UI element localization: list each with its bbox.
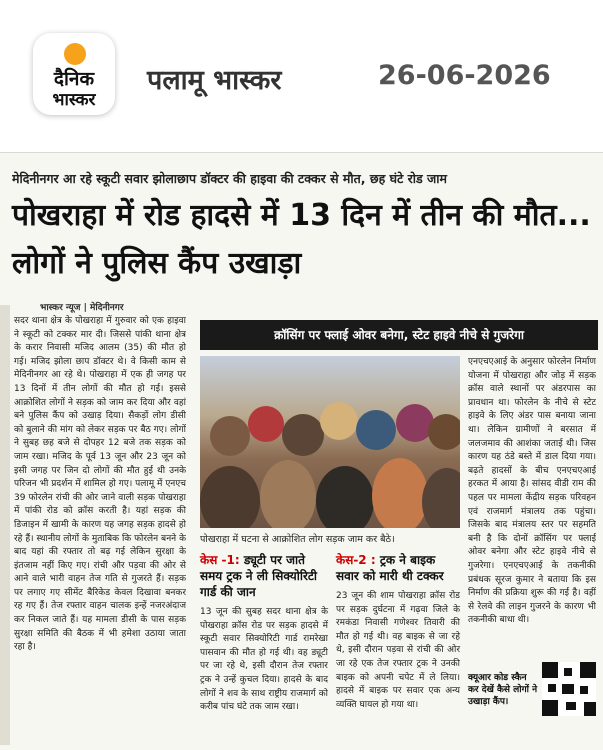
logo-text-line2: भास्कर — [52, 90, 96, 110]
logo-text-line1: दैनिक — [53, 68, 95, 90]
sub-banner: क्रॉसिंग पर फ्लाई ओवर बनेगा, स्टेट हाइवे नीचे से गुजरेगा — [200, 320, 598, 350]
article-headline: पोखराहा में रोड हादसे में 13 दिन में तीन की मौत... लोगों ने पुलिस कैंप उखाड़ा — [12, 198, 591, 281]
app-header — [0, 0, 603, 153]
edition-date: 26-06-2026 — [378, 60, 551, 91]
article-kicker: मेदिनीनगर आ रहे स्कूटी सवार झोलाछाप डॉक्टर की हाइवा की टक्कर से मौत, छह घंटे रोड जाम — [12, 171, 448, 186]
case-2-box — [336, 552, 460, 712]
article-body-left: सदर थाना क्षेत्र के पोखराहा में गुरुवार को एक हाइवा ने स्कूटी को टक्कर मार दी। जिससे पांकी थाना क्षेत्र के करार निवासी मजिद आलम (35) की मौत हो गई। मजिद झोला छाप डॉक्टर थे। वे किसी काम से मेदिनीनगर आ रहे थे। पोखराहा में एक ही जगह पर 13 दिनों में तीन लोगों की मौत हो गई। इससे आक्रोशित लोगों ने सड़क को जाम कर दिया और वहां बने पुलिस कैंप को उखाड़ दिया। सैकड़ों लोग डीसी को बुलाने की मांग को लेकर सड़क पर बैठ गए। लोगों ने सुबह छह बजे से दोपहर 12 बजे तक सड़क को जाम रखा। मजिद के पूर्व 13 जून और 23 जून को इसी जगह पर जिन दो लोगों की मौत हुई थी उनके परिजन भी प्रदर्शन में शामिल हो गए। पलामू में एनएच 39 फोरलेन रांची की ओर जाने वाली सड़क पोखराहा में पांकी रोड को क्रॉस करती है। यहां सड़क की डिजाइन में खामी के कारण यह जगह सड़क हादसे हो रहे हैं। स्थानीय लोगों के मुताबिक कि फोरलेन बनने के बाद यहां की रफ्तार तो बढ़ गई लेकिन सुरक्षा के इंतजाम नहीं किए गए। रांची और पड़वा की ओर से आने वाले भारी वाहन तेज गति से गुजरते हैं। सड़क पर लगाए गए सीमेंट बैरिकेड केवल दिखावा बनकर रह गए हैं। तेज रफ्तार वाहन चालक इन्हें नजरअंदाज कर निकल जाते हैं। यह मामला डीसी के पास सड़क सुरक्षा समिति की बैठक में भी हमेशा उठाया जाता रहा है। — [14, 316, 186, 653]
case-1-title: ड्यूटी पर जाते समय ट्रक ने ली सिक्योरिटी गार्ड की जान — [200, 553, 318, 599]
case-2-tag: केस-2 : — [336, 553, 376, 567]
case-1-box — [200, 552, 328, 715]
article-body-right: एनएचएआई के अनुसार फोरलेन निर्माण योजना में पोखराहा और जोड़ में सड़क क्रॉस वाले स्थानों पर अंडरपास का प्रावधान था। फोरलेन के नीचे से स्टेट हाइवे के लिए अंडर पास बनाया जाना था। लेकिन ग्रामीणों ने बरसात में जलजमाव की आशंका जताई थी। जिस कारण यह ठंडे बस्ते में डाल दिया गया। बढ़ते हादसों के बीच एनएचएआई हरकत में आया है। सांसद वीडी राम की पहल पर मामला केंद्रीय सड़क परिवहन एवं राजमार्ग मंत्रालय तक पहुंचा। जिसके बाद मंत्रालय स्तर पर सहमति बनी है कि दोनों क्रॉसिंग पर फ्लाई ओवर बनेगा और स्टेट हाइवे नीचे से गुजरेगा। एनएचएआई के तकनीकी प्रबंधक सूरज कुमार ने बताया कि इस निर्माण की प्रक्रिया शुरू की गई है। वहीं से रेलवे की लाइन गुजरने के कारण भी तकनीकी बाधा थी। — [468, 357, 596, 626]
case-1-tag: केस -1: — [200, 553, 240, 567]
case-2-title: ट्रक ने बाइक सवार को मारी थी टक्कर — [336, 553, 444, 583]
sun-icon — [64, 43, 86, 65]
dainik-bhaskar-logo — [33, 33, 115, 115]
case-2-text: 23 जून की शाम पोखराहा क्रॉस रोड पर सड़क दुर्घटना में गढ़वा जिले के रमकंडा निवासी गणेश्वर तिवारी की मौत हो गई थी। वह बाइक से जा रहे थे, इसी दौरान पड़वा से रांची की ओर जा रहे एक तेज रफ्तार ट्रक ने उनकी बाइक को अपनी चपेट में ले लिया। हादसे में बाइक पर सवार एक अन्य व्यक्ति घायल हो गया था। — [336, 591, 460, 710]
case-2-heading — [336, 552, 460, 584]
qr-note: क्यूआर कोड स्कैन कर देखें कैसे लोगों ने उखाड़ा कैंप। — [468, 673, 538, 707]
case-1-heading — [200, 552, 328, 600]
case-1-text: 13 जून की सुबह सदर थाना क्षेत्र के पोखराहा क्रॉस रोड पर सड़क हादसे में स्कूटी सवार सिक्योरिटी गार्ड रामरेखा पासवान की मौत हो गई थी। वह ड्यूटी पर जा रहे थे, इसी दौरान तेज रफ्तार ट्रक ने उन्हें कुचल दिया। हादसे के बाद लोगों ने शव के साथ राष्ट्रीय राजमार्ग को करीब पांच घंटे तक जाम रखा। — [200, 607, 328, 713]
article-byline: भास्कर न्यूज | मेदिनीनगर — [40, 300, 124, 313]
edition-title: पलामू भास्कर — [147, 65, 282, 96]
adjacent-page-edge — [0, 305, 10, 745]
qr-code-icon[interactable] — [542, 662, 596, 716]
photo-caption: पोखराहा में घटना से आक्रोशित लोग सड़क जाम कर बैठे। — [200, 534, 395, 545]
news-photo — [200, 356, 460, 528]
